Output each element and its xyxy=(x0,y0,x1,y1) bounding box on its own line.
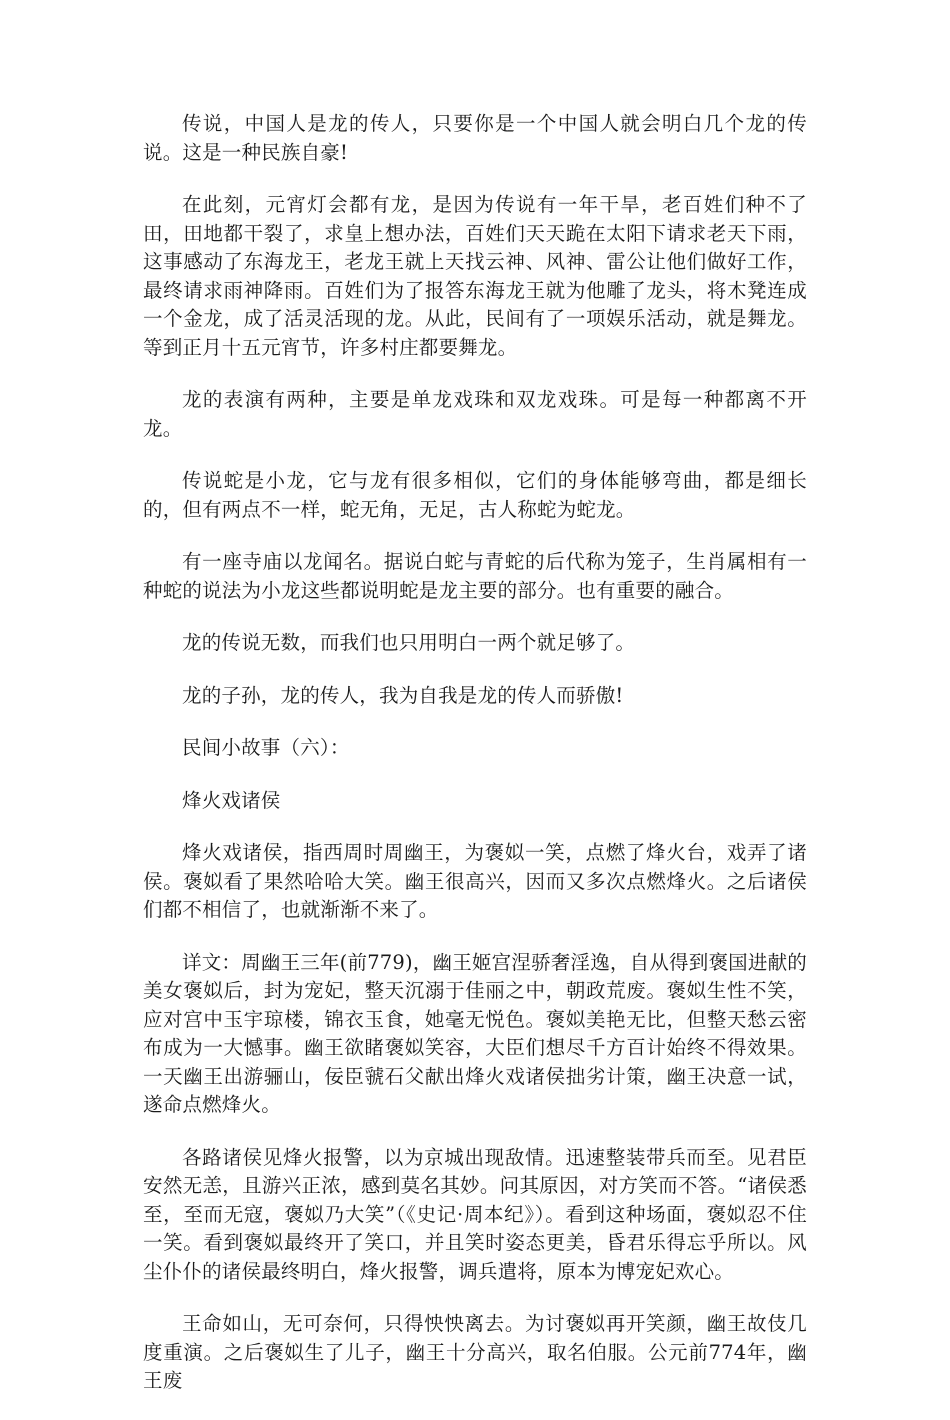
section-heading: 民间小故事（六）： xyxy=(182,736,350,759)
document-body xyxy=(143,110,807,1420)
paragraph: 传说蛇是小龙，它与龙有很多相似，它们的身体能够弯曲，都是细长的，但有两点不一样，蛇无角，无足，古人称蛇为蛇龙。 xyxy=(143,469,807,521)
story-title: 烽火戏诸侯 xyxy=(182,788,281,812)
paragraph: 各路诸侯见烽火报警，以为京城出现敌情。迅速整装带兵而至。见君臣安然无恙，且游兴正浓，感到莫名其妙。问其原因，对方笑而不答。“诸侯悉至，至而无寇，褒姒乃大笑”（《史记·周本纪》）。看到这种场面，褒姒忍不住一笑。看到褒姒最终开了笑口，并且笑时姿态更美，昏君乐得忘乎所以。风尘仆仆的诸侯最终明白，烽火报警，调兵遣将，原本为博宠妃欢心。 xyxy=(143,1145,807,1283)
paragraph: 详文：周幽王三年(前779)，幽王姬宫涅骄奢淫逸，自从得到褒国进献的美女褒姒后，封为宠妃，整天沉溺于佳丽之中，朝政荒废。褒姒生性不笑，应对宫中玉宇琼楼，锦衣玉食，她毫无悦色。褒姒美艳无比，但整天愁云密布成为一大憾事。幽王欲睹褒姒笑容，大臣们想尽千方百计始终不得效果。一天幽王出游骊山，佞臣虢石父献出烽火戏诸侯拙劣计策，幽王决意一试，遂命点燃烽火。 xyxy=(143,950,807,1116)
paragraph: 传说，中国人是龙的传人，只要你是一个中国人就会明白几个龙的传说。这是一种民族自豪! xyxy=(143,112,807,164)
paragraph: 龙的表演有两种，主要是单龙戏珠和双龙戏珠。可是每一种都离不开龙。 xyxy=(143,388,807,440)
paragraph: 有一座寺庙以龙闻名。据说白蛇与青蛇的后代称为笼子，生肖属相有一种蛇的说法为小龙这些都说明蛇是龙主要的部分。也有重要的融合。 xyxy=(143,550,807,602)
paragraph: 王命如山，无可奈何，只得怏怏离去。为讨褒姒再开笑颜，幽王故伎几度重演。之后褒姒生了儿子，幽王十分高兴，取名伯服。公元前774年，幽王废 xyxy=(143,1312,807,1392)
paragraph: 龙的传说无数，而我们也只用明白一两个就足够了。 xyxy=(182,631,636,654)
paragraph: 烽火戏诸侯，指西周时周幽王，为褒姒一笑，点燃了烽火台，戏弄了诸侯。褒姒看了果然哈哈大笑。幽王很高兴，因而又多次点燃烽火。之后诸侯们都不相信了，也就渐渐不来了。 xyxy=(143,841,807,921)
paragraph: 龙的子孙，龙的传人，我为自我是龙的传人而骄傲! xyxy=(182,683,624,707)
paragraph: 在此刻，元宵灯会都有龙，是因为传说有一年干旱，老百姓们种不了田，田地都干裂了，求皇上想办法，百姓们天天跪在太阳下请求老天下雨，这事感动了东海龙王，老龙王就上天找云神、风神、雷公让他们做好工作，最终请求雨神降雨。百姓们为了报答东海龙王就为他雕了龙头，将木凳连成一个金龙，成了活灵活现的龙。从此，民间有了一项娱乐活动，就是舞龙。等到正月十五元宵节，许多村庄都要舞龙。 xyxy=(143,193,807,359)
